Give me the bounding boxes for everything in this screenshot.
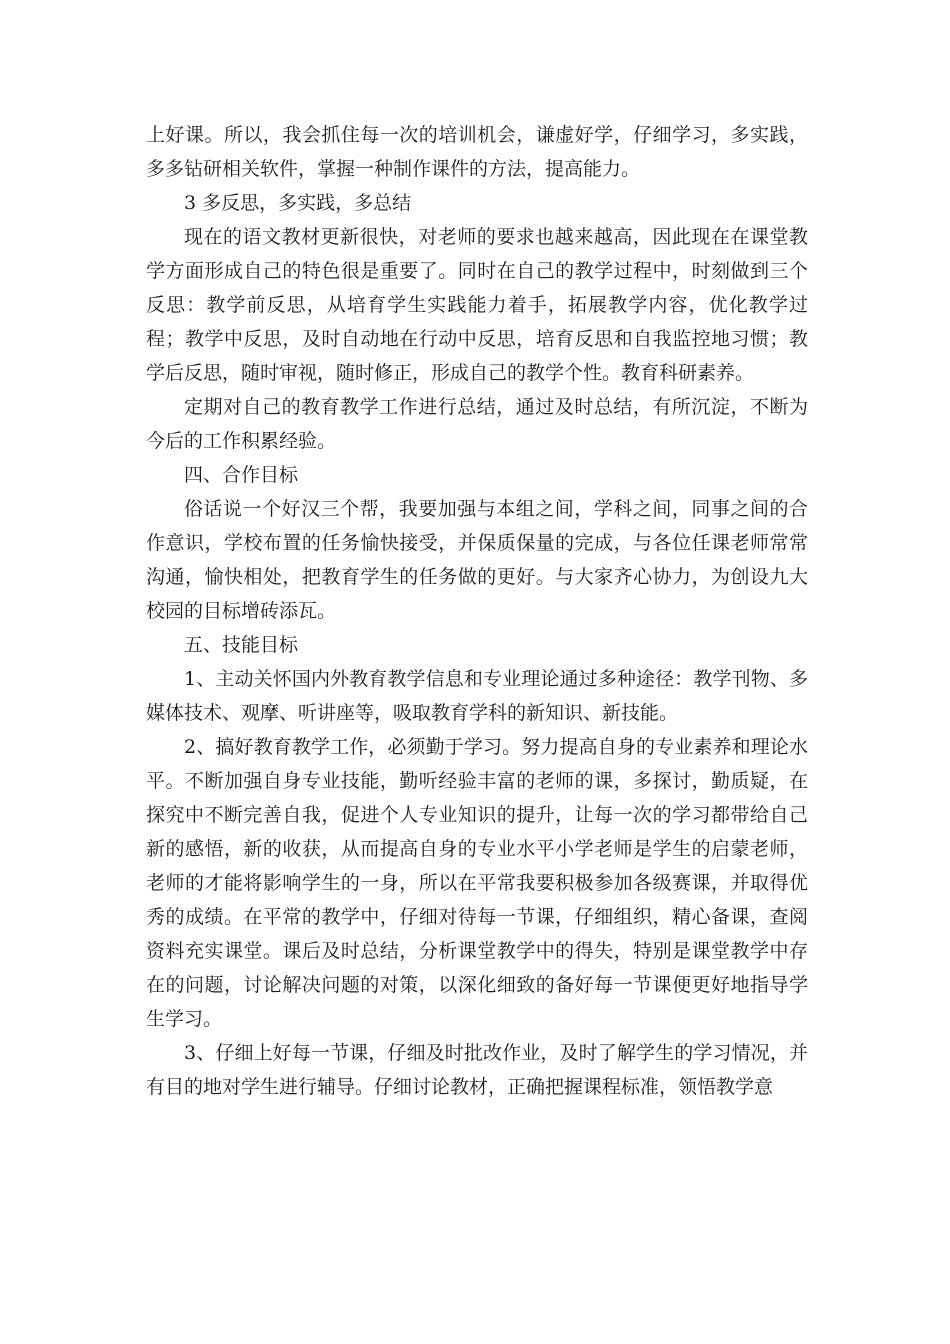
paragraph-cooperation: 俗话说一个好汉三个帮，我要加强与本组之间，学科之间，同事之间的合作意识，学校布置的任务愉快接受，并保质保量的完成，与各位任课老师常常沟通，愉快相处，把教育学生的任务做的更好。与大家齐心协力，为创设九大校园的目标增砖添瓦。 <box>146 498 808 622</box>
paragraph-skill-2: 2、搞好教育教学工作，必须勤于学习。努力提高自身的专业素养和理论水平。不断加强自身专业技能，勤听经验丰富的老师的课，多探讨，勤质疑，在探究中不断完善自我，促进个人专业知识的提升，让每一次的学习都带给自己新的感悟，新的收获，从而提高自身的专业水平小学老师是学生的启蒙老师，老师的才能将影响学生的一身，所以在平常我要积极参加各级赛课，并取得优秀的成绩。在平常的教学中，仔细对待每一节课，仔细组织，精心备课，查阅资料充实课堂。课后及时总结，分析课堂教学中的得失，特别是课堂教学中存在的问题，讨论解决问题的对策，以深化细致的备好每一节课便更好地指导学生学习。 <box>146 736 808 1030</box>
document-body <box>146 118 808 1104</box>
paragraph-summary: 定期对自己的教育教学工作进行总结，通过及时总结，有所沉淀，不断为今后的工作积累经验。 <box>146 396 808 452</box>
section-heading-reflect: 3 多反思，多实践，多总结 <box>184 192 412 214</box>
paragraph-continuation: 上好课。所以，我会抓住每一次的培训机会，谦虚好学，仔细学习，多实践，多多钻研相关软件，掌握一种制作课件的方法，提高能力。 <box>146 124 808 180</box>
paragraph-skill-3: 3、仔细上好每一节课，仔细及时批改作业，及时了解学生的学习情况，并有目的地对学生进行辅导。仔细讨论教材，正确把握课程标准，领悟教学意 <box>146 1042 808 1098</box>
section-heading-skills: 五、技能目标 <box>184 634 299 656</box>
paragraph-reflection: 现在的语文教材更新很快，对老师的要求也越来越高，因此现在在课堂教学方面形成自己的特色很是重要了。同时在自己的教学过程中，时刻做到三个反思：教学前反思，从培育学生实践能力着手，拓展教学内容，优化教学过程；教学中反思，及时自动地在行动中反思，培育反思和自我监控地习惯；教学后反思，随时审视，随时修正，形成自己的教学个性。教育科研素养。 <box>146 226 808 384</box>
section-heading-cooperation: 四、合作目标 <box>184 464 299 486</box>
paragraph-skill-1: 1、主动关怀国内外教育教学信息和专业理论通过多种途径：教学刊物、多媒体技术、观摩、听讲座等，吸取教育学科的新知识、新技能。 <box>146 668 808 724</box>
